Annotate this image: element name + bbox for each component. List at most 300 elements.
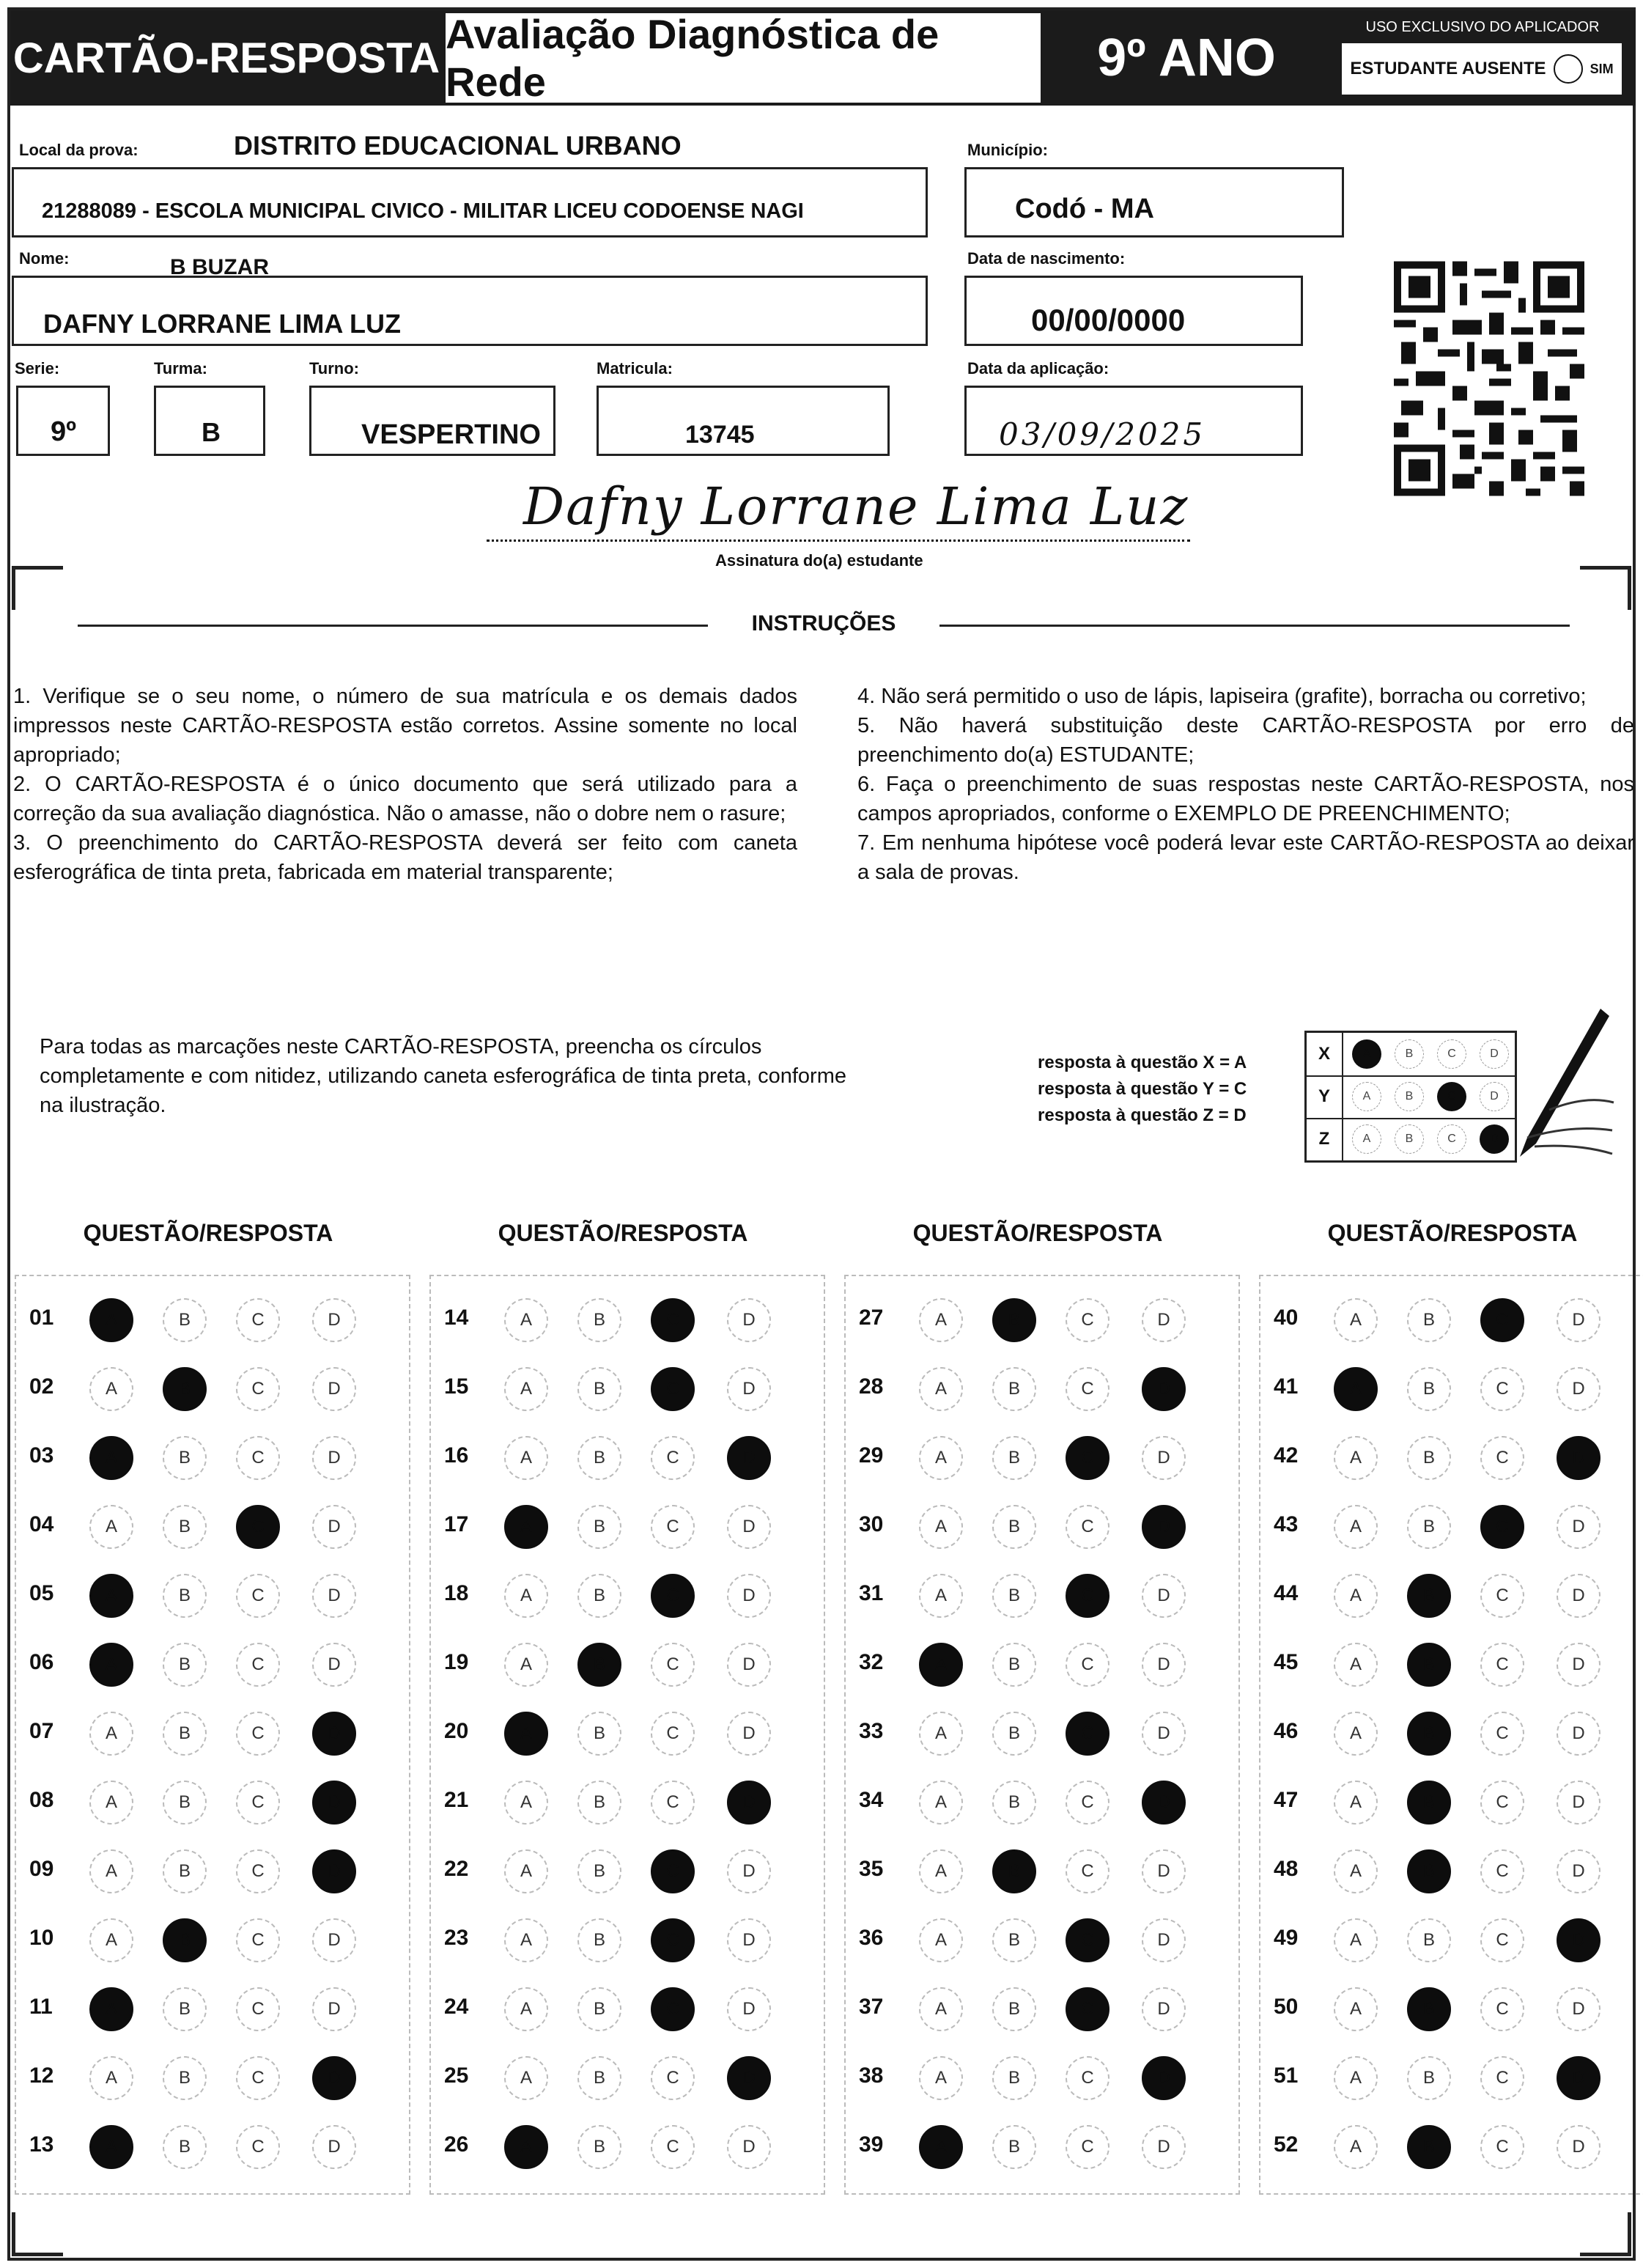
answer-bubble-d[interactable]: D <box>727 1298 771 1342</box>
answer-bubble-d[interactable]: D <box>1142 1643 1186 1687</box>
answer-bubble-d[interactable]: D <box>1557 1918 1600 1962</box>
answer-bubble-b[interactable]: B <box>1407 1781 1451 1825</box>
answer-bubble-d[interactable]: D <box>727 1643 771 1687</box>
answer-bubble-a[interactable]: A <box>919 2056 963 2100</box>
answer-bubble-b[interactable]: B <box>577 1918 621 1962</box>
card-title: CARTÃO-RESPOSTA <box>10 10 443 106</box>
answer-bubble-c[interactable]: C <box>1480 1643 1524 1687</box>
answer-bubble-c[interactable]: C <box>236 1367 280 1411</box>
question-number: 17 <box>444 1512 469 1536</box>
answer-bubble-b[interactable]: B <box>1407 1574 1451 1618</box>
instruction-item: 7. Em nenhuma hipótese você poderá levar este CARTÃO-RESPOSTA ao deixar a sala de provas. <box>857 831 1634 884</box>
answer-bubble-a[interactable]: A <box>1334 1712 1378 1756</box>
answer-bubble-b[interactable]: B <box>163 1712 207 1756</box>
answer-bubble-b[interactable]: B <box>163 1987 207 2031</box>
example-bubble-d: D <box>1480 1082 1509 1111</box>
answer-bubble-d[interactable]: D <box>1557 1436 1600 1480</box>
answer-bubble-b[interactable]: B <box>577 1987 621 2031</box>
answer-bubble-d[interactable]: D <box>312 1367 356 1411</box>
answer-bubble-c[interactable]: C <box>651 1918 695 1962</box>
answer-bubble-b[interactable]: B <box>1407 1987 1451 2031</box>
answer-bubble-c[interactable]: C <box>651 1298 695 1342</box>
question-row <box>431 1842 824 1901</box>
corner-mark <box>12 566 63 610</box>
answer-bubble-a[interactable]: A <box>919 1987 963 2031</box>
answer-bubble-a[interactable]: A <box>89 2056 133 2100</box>
exam-title: Avaliação Diagnóstica de Rede <box>443 10 1044 106</box>
question-number: 11 <box>29 1995 53 2019</box>
answer-bubble-b[interactable]: B <box>1407 1367 1451 1411</box>
question-row <box>846 1429 1238 1487</box>
answer-bubble-a[interactable]: A <box>1334 1781 1378 1825</box>
question-number: 30 <box>859 1512 884 1536</box>
answer-bubble-c[interactable]: C <box>651 1367 695 1411</box>
answer-bubble-d[interactable]: D <box>1557 1367 1600 1411</box>
answer-bubble-c[interactable]: C <box>236 2056 280 2100</box>
question-row <box>16 1980 409 2039</box>
answer-bubble-a[interactable]: A <box>919 1367 963 1411</box>
answer-bubble-d[interactable]: D <box>312 2056 356 2100</box>
answer-bubble-a[interactable]: A <box>89 1643 133 1687</box>
answer-bubble-d[interactable]: D <box>1557 1849 1600 1893</box>
answer-bubble-c[interactable]: C <box>1480 1436 1524 1480</box>
question-row <box>16 1360 409 1418</box>
answer-bubble-c[interactable]: C <box>236 1781 280 1825</box>
answer-bubble-a[interactable]: A <box>1334 1574 1378 1618</box>
question-row <box>431 1566 824 1625</box>
instruction-item: 3. O preenchimento do CARTÃO-RESPOSTA deverá ser feito com caneta esferográfica de tinta preta, fabricada em material transparente; <box>13 831 797 884</box>
answer-bubble-a[interactable]: A <box>919 1849 963 1893</box>
answer-bubble-b[interactable]: B <box>992 1643 1036 1687</box>
question-row <box>431 1498 824 1556</box>
answer-bubble-a[interactable]: A <box>504 1987 548 2031</box>
answer-bubble-a[interactable]: A <box>504 1505 548 1549</box>
answer-bubble-a[interactable]: A <box>89 1367 133 1411</box>
answer-bubble-a[interactable]: A <box>504 1574 548 1618</box>
answer-bubble-b[interactable]: B <box>163 1781 207 1825</box>
answer-bubble-d[interactable]: D <box>727 2056 771 2100</box>
answer-bubble-d[interactable]: D <box>1142 2056 1186 2100</box>
answer-bubble-b[interactable]: B <box>992 1298 1036 1342</box>
turma-field <box>154 386 265 456</box>
question-number: 18 <box>444 1581 469 1605</box>
answer-bubble-c[interactable]: C <box>1480 1712 1524 1756</box>
aplicacao-field <box>964 386 1303 456</box>
turno-value: VESPERTINO <box>361 419 541 450</box>
answer-bubble-b[interactable]: B <box>1407 1643 1451 1687</box>
answer-bubble-c[interactable]: C <box>651 2125 695 2169</box>
answer-bubble-c[interactable]: C <box>1480 1987 1524 2031</box>
answer-bubble-c[interactable]: C <box>1480 2056 1524 2100</box>
answer-bubble-a[interactable]: A <box>919 1781 963 1825</box>
answer-bubble-d[interactable]: D <box>312 1505 356 1549</box>
answer-bubble-a[interactable]: A <box>89 1574 133 1618</box>
matricula-label: Matricula: <box>597 359 673 378</box>
answer-bubble-a[interactable]: A <box>919 1298 963 1342</box>
answer-bubble-a[interactable]: A <box>89 1436 133 1480</box>
question-number: 01 <box>29 1306 54 1330</box>
answer-bubble-b[interactable]: B <box>992 1574 1036 1618</box>
answer-bubble-d[interactable]: D <box>1557 2125 1600 2169</box>
answer-bubble-b[interactable]: B <box>163 1298 207 1342</box>
answer-bubble-d[interactable]: D <box>1557 1712 1600 1756</box>
answer-bubble-a[interactable]: A <box>919 1574 963 1618</box>
applicator-label: USO EXCLUSIVO DO APLICADOR <box>1365 19 1600 35</box>
question-row <box>1260 2118 1643 2176</box>
answer-bubble-d[interactable]: D <box>1142 2125 1186 2169</box>
question-row <box>1260 1360 1643 1418</box>
corner-mark <box>1580 2212 1631 2256</box>
answers-header: QUESTÃO/RESPOSTA <box>1327 1220 1578 1246</box>
answer-bubble-c[interactable]: C <box>1480 1298 1524 1342</box>
answer-bubble-c[interactable]: C <box>651 1712 695 1756</box>
answer-bubble-c[interactable]: C <box>1066 1712 1110 1756</box>
example-bubble-a: A <box>1352 1124 1381 1154</box>
answer-bubble-d[interactable]: D <box>1557 1574 1600 1618</box>
answer-bubble-d[interactable]: D <box>312 1643 356 1687</box>
answer-bubble-b[interactable]: B <box>577 2125 621 2169</box>
answer-bubble-d[interactable]: D <box>727 1505 771 1549</box>
instructions-left <box>13 682 797 887</box>
answer-bubble-c[interactable]: C <box>1480 1505 1524 1549</box>
answer-bubble-b[interactable]: B <box>992 1781 1036 1825</box>
answer-column <box>1259 1275 1643 2195</box>
answer-bubble-c[interactable]: C <box>1480 1918 1524 1962</box>
answer-bubble-d[interactable]: D <box>1142 1574 1186 1618</box>
answer-column <box>844 1275 1240 2195</box>
nome-field <box>12 276 928 346</box>
question-number: 09 <box>29 1857 54 1881</box>
question-number: 33 <box>859 1719 884 1743</box>
answer-bubble-c[interactable]: C <box>236 1849 280 1893</box>
question-row <box>16 1566 409 1625</box>
question-number: 07 <box>29 1719 54 1743</box>
answer-bubble-d[interactable]: D <box>727 1574 771 1618</box>
answer-bubble-b[interactable]: B <box>163 1367 207 1411</box>
answer-bubble-d[interactable]: D <box>1557 1987 1600 2031</box>
answer-bubble-c[interactable]: C <box>1480 1781 1524 1825</box>
answer-bubble-d[interactable]: D <box>1142 1505 1186 1549</box>
question-row <box>431 1980 824 2039</box>
answers-header: QUESTÃO/RESPOSTA <box>498 1220 748 1246</box>
answer-bubble-b[interactable]: B <box>163 2125 207 2169</box>
answer-bubble-a[interactable]: A <box>504 1849 548 1893</box>
question-row <box>846 1498 1238 1556</box>
question-row <box>16 1911 409 1970</box>
answer-bubble-a[interactable]: A <box>504 1298 548 1342</box>
answer-bubble-c[interactable]: C <box>1066 1849 1110 1893</box>
answer-bubble-c[interactable]: C <box>236 1712 280 1756</box>
answer-bubble-c[interactable]: C <box>236 1918 280 1962</box>
answer-bubble-c[interactable]: C <box>651 1436 695 1480</box>
answer-bubble-d[interactable]: D <box>1557 2056 1600 2100</box>
answer-bubble-a[interactable]: A <box>1334 1643 1378 1687</box>
question-row <box>16 2118 409 2176</box>
question-number: 19 <box>444 1650 469 1674</box>
answer-bubble-b[interactable]: B <box>577 1643 621 1687</box>
question-row <box>16 1704 409 1763</box>
instruction-item: 1. Verifique se o seu nome, o número de sua matrícula e os demais dados impressos neste CARTÃO-RESPOSTA estão corretos. Assine somente no local apropriado; <box>13 685 797 767</box>
answer-bubble-b[interactable]: B <box>1407 1712 1451 1756</box>
answer-bubble-b[interactable]: B <box>992 1712 1036 1756</box>
aplicacao-label: Data da aplicação: <box>967 359 1110 378</box>
example-row-label: X <box>1307 1033 1343 1075</box>
question-number: 02 <box>29 1374 54 1399</box>
answer-bubble-a[interactable]: A <box>504 1781 548 1825</box>
nascimento-label: Data de nascimento: <box>967 249 1126 268</box>
answer-bubble-d[interactable]: D <box>312 2125 356 2169</box>
answer-bubble-d[interactable]: D <box>1142 1367 1186 1411</box>
answer-bubble-c[interactable]: C <box>1066 1574 1110 1618</box>
absent-checkbox[interactable] <box>1554 54 1583 84</box>
answer-bubble-d[interactable]: D <box>312 1298 356 1342</box>
answer-bubble-b[interactable]: B <box>1407 2125 1451 2169</box>
turma-value: B <box>202 417 221 447</box>
answer-bubble-a[interactable]: A <box>1334 1436 1378 1480</box>
answer-bubble-a[interactable]: A <box>919 1712 963 1756</box>
answer-bubble-c[interactable]: C <box>1066 1367 1110 1411</box>
question-row <box>1260 2049 1643 2107</box>
answer-bubble-a[interactable]: A <box>1334 2125 1378 2169</box>
answer-bubble-a[interactable]: A <box>504 1367 548 1411</box>
answer-bubble-d[interactable]: D <box>1142 1436 1186 1480</box>
answer-bubble-c[interactable]: C <box>236 1505 280 1549</box>
answer-bubble-d[interactable]: D <box>1142 1987 1186 2031</box>
answer-bubble-b[interactable]: B <box>577 1781 621 1825</box>
answer-bubble-a[interactable]: A <box>1334 1298 1378 1342</box>
answer-bubble-a[interactable]: A <box>1334 1987 1378 2031</box>
answer-bubble-a[interactable]: A <box>89 2125 133 2169</box>
question-row <box>846 1911 1238 1970</box>
school-value: 21288089 - ESCOLA MUNICIPAL CIVICO - MILITAR LICEU CODOENSE NAGI <box>42 199 804 223</box>
serie-value: 9º <box>51 416 77 447</box>
question-number: 34 <box>859 1788 884 1812</box>
nascimento-field <box>964 276 1303 346</box>
answer-bubble-a[interactable]: A <box>504 2125 548 2169</box>
answer-bubble-a[interactable]: A <box>1334 2056 1378 2100</box>
answer-bubble-d[interactable]: D <box>312 1436 356 1480</box>
answer-bubble-d[interactable]: D <box>727 1987 771 2031</box>
answer-bubble-b[interactable]: B <box>992 1367 1036 1411</box>
answer-bubble-b[interactable]: B <box>577 1712 621 1756</box>
question-number: 29 <box>859 1443 884 1468</box>
answer-bubble-c[interactable]: C <box>236 1643 280 1687</box>
question-number: 31 <box>859 1581 884 1605</box>
answer-bubble-a[interactable]: A <box>1334 1505 1378 1549</box>
answer-bubble-b[interactable]: B <box>992 1849 1036 1893</box>
answer-bubble-a[interactable]: A <box>919 1643 963 1687</box>
answer-bubble-c[interactable]: C <box>1066 1505 1110 1549</box>
answer-bubble-b[interactable]: B <box>163 1918 207 1962</box>
answer-bubble-a[interactable]: A <box>504 1436 548 1480</box>
answer-bubble-b[interactable]: B <box>992 2125 1036 2169</box>
answer-bubble-d[interactable]: D <box>312 1918 356 1962</box>
answer-bubble-d[interactable]: D <box>312 1781 356 1825</box>
answer-bubble-b[interactable]: B <box>992 1987 1036 2031</box>
question-row <box>1260 1498 1643 1556</box>
answer-bubble-d[interactable]: D <box>312 1574 356 1618</box>
answer-bubble-b[interactable]: B <box>577 1505 621 1549</box>
answer-bubble-c[interactable]: C <box>651 1643 695 1687</box>
answer-bubble-d[interactable]: D <box>312 1712 356 1756</box>
answer-bubble-c[interactable]: C <box>1066 1987 1110 2031</box>
answer-bubble-b[interactable]: B <box>1407 1849 1451 1893</box>
instruction-item: 5. Não haverá substituição deste CARTÃO-RESPOSTA por erro de preenchimento do(a) ESTUDANTE; <box>857 714 1634 767</box>
turno-field <box>309 386 555 456</box>
answer-bubble-d[interactable]: D <box>727 1849 771 1893</box>
answer-bubble-c[interactable]: C <box>1066 1298 1110 1342</box>
answer-bubble-a[interactable]: A <box>504 1918 548 1962</box>
answer-bubble-d[interactable]: D <box>727 1781 771 1825</box>
example-legend <box>1038 1050 1247 1129</box>
answer-bubble-c[interactable]: C <box>651 2056 695 2100</box>
answer-bubble-a[interactable]: A <box>504 1712 548 1756</box>
answer-bubble-c[interactable]: C <box>236 1574 280 1618</box>
answer-bubble-c[interactable]: C <box>1066 2056 1110 2100</box>
answer-bubble-b[interactable]: B <box>577 1574 621 1618</box>
answer-bubble-c[interactable]: C <box>236 1298 280 1342</box>
answer-bubble-c[interactable]: C <box>236 1987 280 2031</box>
answer-bubble-b[interactable]: B <box>163 1436 207 1480</box>
corner-mark <box>12 2212 63 2256</box>
answer-bubble-c[interactable]: C <box>1066 1781 1110 1825</box>
answer-bubble-c[interactable]: C <box>1066 1918 1110 1962</box>
question-number: 14 <box>444 1306 469 1330</box>
answer-bubble-d[interactable]: D <box>1557 1643 1600 1687</box>
answer-bubble-c[interactable]: C <box>651 1781 695 1825</box>
answer-bubble-b[interactable]: B <box>1407 2056 1451 2100</box>
legend-item: resposta à questão Z = D <box>1038 1105 1247 1125</box>
answer-bubble-c[interactable]: C <box>1066 1436 1110 1480</box>
answer-bubble-b[interactable]: B <box>577 2056 621 2100</box>
answer-bubble-a[interactable]: A <box>1334 1849 1378 1893</box>
question-row <box>1260 1773 1643 1832</box>
question-number: 39 <box>859 2132 884 2157</box>
answer-bubble-a[interactable]: A <box>919 2125 963 2169</box>
answer-bubble-d[interactable]: D <box>1557 1505 1600 1549</box>
instruction-item: 4. Não será permitido o uso de lápis, lapiseira (grafite), borracha ou corretivo; <box>857 685 1587 708</box>
question-row <box>1260 1980 1643 2039</box>
answer-bubble-a[interactable]: A <box>504 1643 548 1687</box>
instructions-rule-right <box>939 625 1570 627</box>
question-row <box>846 1704 1238 1763</box>
question-number: 21 <box>444 1788 469 1812</box>
answer-bubble-a[interactable]: A <box>1334 1918 1378 1962</box>
answer-bubble-b[interactable]: B <box>992 1436 1036 1480</box>
instruction-item: 2. O CARTÃO-RESPOSTA é o único documento que será utilizado para a correção da sua avaliação diagnóstica. Não o amasse, não o dobre nem o rasure; <box>13 773 797 825</box>
answer-bubble-d[interactable]: D <box>1142 1712 1186 1756</box>
answer-bubble-d[interactable]: D <box>727 1712 771 1756</box>
nascimento-value: 00/00/0000 <box>1031 303 1186 337</box>
answer-bubble-c[interactable]: C <box>1480 2125 1524 2169</box>
answer-bubble-b[interactable]: B <box>163 1849 207 1893</box>
example-bubble-a: A <box>1352 1082 1381 1111</box>
answer-bubble-c[interactable]: C <box>651 1574 695 1618</box>
answer-bubble-b[interactable]: B <box>163 1505 207 1549</box>
answer-bubble-d[interactable]: D <box>1142 1918 1186 1962</box>
answer-bubble-c[interactable]: C <box>1066 1643 1110 1687</box>
answer-bubble-b[interactable]: B <box>577 1298 621 1342</box>
municipio-field <box>964 167 1344 238</box>
answer-bubble-d[interactable]: D <box>727 1367 771 1411</box>
answer-bubble-b[interactable]: B <box>163 1574 207 1618</box>
answer-bubble-a[interactable]: A <box>89 1505 133 1549</box>
answer-bubble-a[interactable]: A <box>89 1918 133 1962</box>
example-bubble-d: D <box>1480 1039 1509 1069</box>
answer-bubble-b[interactable]: B <box>577 1849 621 1893</box>
school-field <box>12 167 928 238</box>
answer-bubble-d[interactable]: D <box>1557 1781 1600 1825</box>
nome-above-text: B BUZAR <box>170 255 269 279</box>
answer-bubble-d[interactable]: D <box>312 1987 356 2031</box>
answer-bubble-d[interactable]: D <box>1142 1781 1186 1825</box>
question-row <box>16 1291 409 1350</box>
question-number: 45 <box>1274 1650 1299 1674</box>
answer-bubble-b[interactable]: B <box>577 1367 621 1411</box>
answer-bubble-b[interactable]: B <box>992 1918 1036 1962</box>
answer-bubble-c[interactable]: C <box>236 2125 280 2169</box>
answer-bubble-d[interactable]: D <box>1557 1298 1600 1342</box>
matricula-value: 13745 <box>685 421 755 449</box>
answer-bubble-d[interactable]: D <box>1142 1298 1186 1342</box>
answer-bubble-c[interactable]: C <box>651 1505 695 1549</box>
example-row-label: Y <box>1307 1075 1343 1118</box>
answer-bubble-a[interactable]: A <box>89 1298 133 1342</box>
grade-badge: 9º ANO <box>1044 10 1329 106</box>
answer-bubble-c[interactable]: C <box>1066 2125 1110 2169</box>
answer-bubble-a[interactable]: A <box>919 1505 963 1549</box>
question-number: 32 <box>859 1650 884 1674</box>
answer-bubble-c[interactable]: C <box>1480 1574 1524 1618</box>
answer-bubble-a[interactable]: A <box>504 2056 548 2100</box>
question-row <box>431 1635 824 1694</box>
example-text: Para todas as marcações neste CARTÃO-RESPOSTA, preencha os círculos completamente e com nitidez, utilizando caneta esferográfica de tinta preta, conforme na ilustração. <box>40 1035 846 1117</box>
answer-bubble-b[interactable]: B <box>1407 1436 1451 1480</box>
question-number: 03 <box>29 1443 54 1468</box>
answer-bubble-b[interactable]: B <box>1407 1298 1451 1342</box>
answer-bubble-b[interactable]: B <box>163 2056 207 2100</box>
question-number: 43 <box>1274 1512 1299 1536</box>
answer-bubble-a[interactable]: A <box>89 1781 133 1825</box>
answer-bubble-a[interactable]: A <box>89 1849 133 1893</box>
answer-bubble-b[interactable]: B <box>163 1643 207 1687</box>
answer-bubble-c[interactable]: C <box>651 1987 695 2031</box>
answer-bubble-a[interactable]: A <box>919 1918 963 1962</box>
answer-bubble-c[interactable]: C <box>1480 1849 1524 1893</box>
answer-bubble-c[interactable]: C <box>236 1436 280 1480</box>
local-label: Local da prova: <box>19 141 139 159</box>
answer-bubble-c[interactable]: C <box>1480 1367 1524 1411</box>
answer-bubble-b[interactable]: B <box>577 1436 621 1480</box>
answer-bubble-c[interactable]: C <box>651 1849 695 1893</box>
answer-bubble-b[interactable]: B <box>992 2056 1036 2100</box>
answer-bubble-a[interactable]: A <box>1334 1367 1378 1411</box>
answer-bubble-b[interactable]: B <box>1407 1505 1451 1549</box>
answer-bubble-d[interactable]: D <box>727 1918 771 1962</box>
answer-bubble-a[interactable]: A <box>919 1436 963 1480</box>
answer-bubble-d[interactable]: D <box>727 1436 771 1480</box>
question-number: 50 <box>1274 1995 1299 2019</box>
answer-bubble-b[interactable]: B <box>1407 1918 1451 1962</box>
answer-bubble-d[interactable]: D <box>312 1849 356 1893</box>
instructions-right <box>857 682 1634 887</box>
answer-bubble-b[interactable]: B <box>992 1505 1036 1549</box>
question-number: 41 <box>1274 1374 1299 1399</box>
answer-bubble-a[interactable]: A <box>89 1987 133 2031</box>
answer-bubble-a[interactable]: A <box>89 1712 133 1756</box>
answer-bubble-d[interactable]: D <box>1142 1849 1186 1893</box>
answer-bubble-d[interactable]: D <box>727 2125 771 2169</box>
